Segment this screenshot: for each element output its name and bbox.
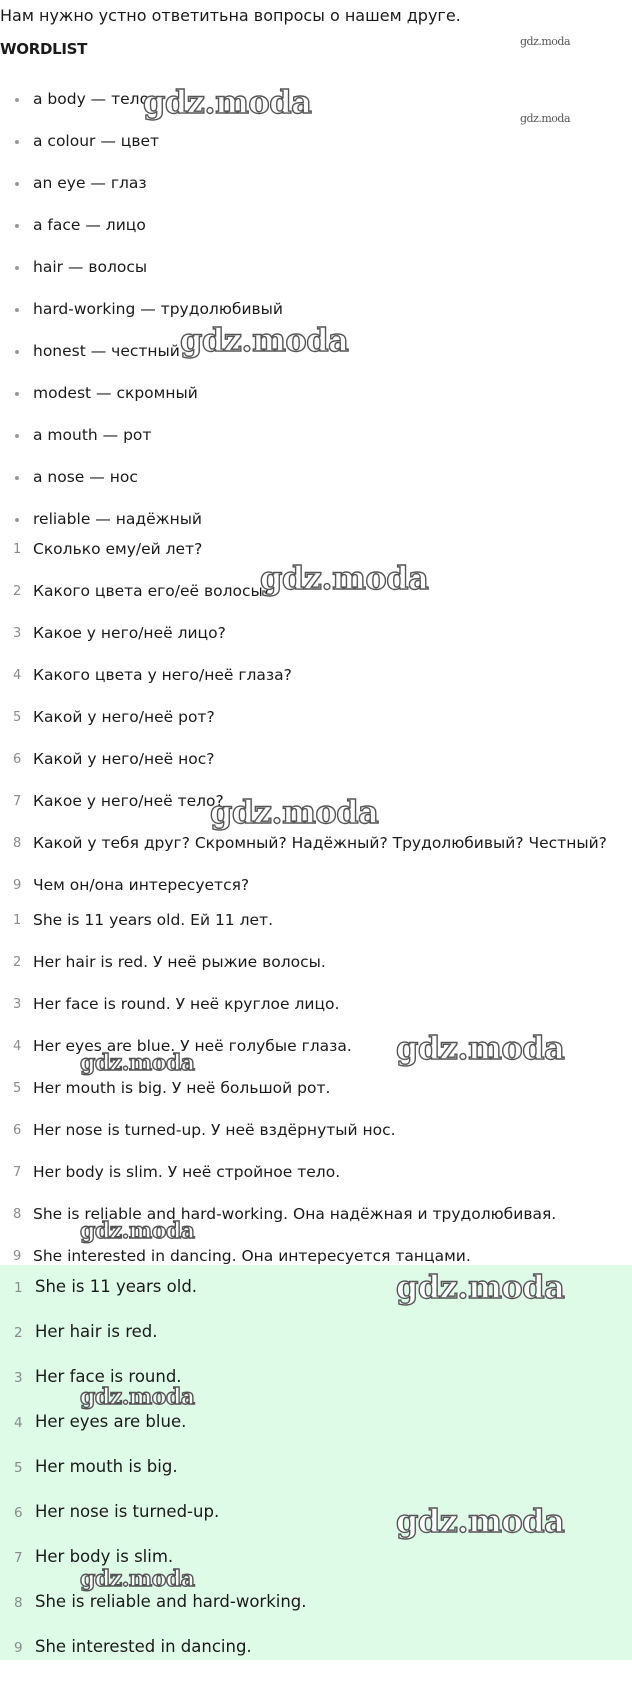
- watermark: gdz.moda: [396, 1502, 565, 1540]
- item-text: Her body is slim.: [35, 1547, 174, 1566]
- item-text: Какое у него/неё лицо?: [33, 624, 226, 642]
- item-number: 7: [13, 1165, 22, 1180]
- bullet-icon: [15, 308, 19, 312]
- bullet-icon: [15, 182, 19, 186]
- watermark: gdz.moda: [260, 559, 429, 597]
- bullet-icon: [15, 476, 19, 480]
- item-number: 6: [14, 1505, 23, 1521]
- bullet-icon: [15, 350, 19, 354]
- item-number: 8: [13, 836, 22, 851]
- item-text: Какое у него/неё тело?: [33, 792, 224, 810]
- item-text: Her nose is turned-up. У неё вздёрнутый нос.: [33, 1121, 396, 1139]
- item-number: 8: [13, 1207, 22, 1222]
- item-text: Какой у тебя друг? Скромный? Надёжный? Трудолюбивый? Честный?: [33, 834, 607, 852]
- item-number: 4: [14, 1415, 23, 1431]
- item-text: She interested in dancing.: [35, 1637, 252, 1656]
- item-text: She is 11 years old.: [35, 1277, 198, 1296]
- item-text: Her hair is red.: [35, 1322, 158, 1341]
- item-number: 5: [14, 1460, 23, 1476]
- item-text: Какого цвета у него/неё глаза?: [33, 666, 292, 684]
- item-number: 4: [13, 1039, 22, 1054]
- item-number: 7: [14, 1550, 23, 1566]
- item-number: 3: [13, 997, 22, 1012]
- item-number: 9: [13, 1249, 22, 1264]
- item-text: She is 11 years old. Ей 11 лет.: [33, 911, 273, 929]
- watermark: gdz.moda: [396, 1268, 565, 1306]
- item-number: 6: [13, 752, 22, 767]
- item-number: 9: [14, 1640, 23, 1656]
- item-text: She is reliable and hard-working. Она надёжная и трудолюбивая.: [33, 1205, 557, 1223]
- watermark: gdz.moda: [80, 1384, 195, 1410]
- bullet-icon: [15, 518, 19, 522]
- bullet-icon: [15, 266, 19, 270]
- watermark: gdz.moda: [80, 1218, 195, 1244]
- item-number: 6: [13, 1123, 22, 1138]
- item-text: Her face is round. У неё круглое лицо.: [33, 995, 340, 1013]
- item-text: Her body is slim. У неё стройное тело.: [33, 1163, 341, 1181]
- item-number: 2: [14, 1325, 23, 1341]
- item-number: 1: [14, 1280, 23, 1296]
- item-number: 9: [13, 878, 22, 893]
- item-number: 5: [13, 1081, 22, 1096]
- watermark: gdz.moda: [143, 83, 312, 121]
- item-text: Какого цвета его/её волосы?: [33, 582, 271, 600]
- watermark: gdz.moda: [80, 1566, 195, 1592]
- item-number: 3: [14, 1370, 23, 1386]
- bullet-icon: [15, 224, 19, 228]
- item-number: 8: [14, 1595, 23, 1611]
- item-text: Her nose is turned-up.: [35, 1502, 220, 1521]
- item-text: Her mouth is big. У неё большой рот.: [33, 1079, 331, 1097]
- item-number: 4: [13, 668, 22, 683]
- watermark: gdz.moda: [520, 35, 571, 48]
- watermark: gdz.moda: [80, 1050, 195, 1076]
- item-text: Her mouth is big.: [35, 1457, 178, 1476]
- item-text: She is reliable and hard-working.: [35, 1592, 307, 1611]
- item-number: 3: [13, 626, 22, 641]
- item-text: Какой у него/неё нос?: [33, 750, 215, 768]
- watermark: gdz.moda: [180, 321, 349, 359]
- item-text: Her face is round.: [35, 1367, 182, 1386]
- item-text: Her hair is red. У неё рыжие волосы.: [33, 953, 326, 971]
- item-number: 1: [13, 542, 22, 557]
- item-number: 2: [13, 955, 22, 970]
- watermark: gdz.moda: [396, 1029, 565, 1067]
- item-text: She interested in dancing. Она интересуется танцами.: [33, 1247, 471, 1265]
- bullet-icon: [15, 434, 19, 438]
- bullet-icon: [15, 140, 19, 144]
- item-text: Сколько ему/ей лет?: [33, 540, 203, 558]
- item-number: 1: [13, 913, 22, 928]
- wordlist-heading: WORDLIST: [0, 40, 88, 58]
- item-text: Her eyes are blue. У неё голубые глаза.: [33, 1037, 352, 1055]
- item-text: Her eyes are blue.: [35, 1412, 187, 1431]
- item-number: 2: [13, 584, 22, 599]
- watermark: gdz.moda: [210, 793, 379, 831]
- watermark: gdz.moda: [520, 112, 571, 125]
- item-text: Чем он/она интересуется?: [33, 876, 250, 894]
- bullet-icon: [15, 98, 19, 102]
- intro-text: Нам нужно устно ответитьна вопросы о нашем друге.: [0, 6, 461, 25]
- item-number: 7: [13, 794, 22, 809]
- item-text: Какой у него/неё рот?: [33, 708, 215, 726]
- item-number: 5: [13, 710, 22, 725]
- bullet-icon: [15, 392, 19, 396]
